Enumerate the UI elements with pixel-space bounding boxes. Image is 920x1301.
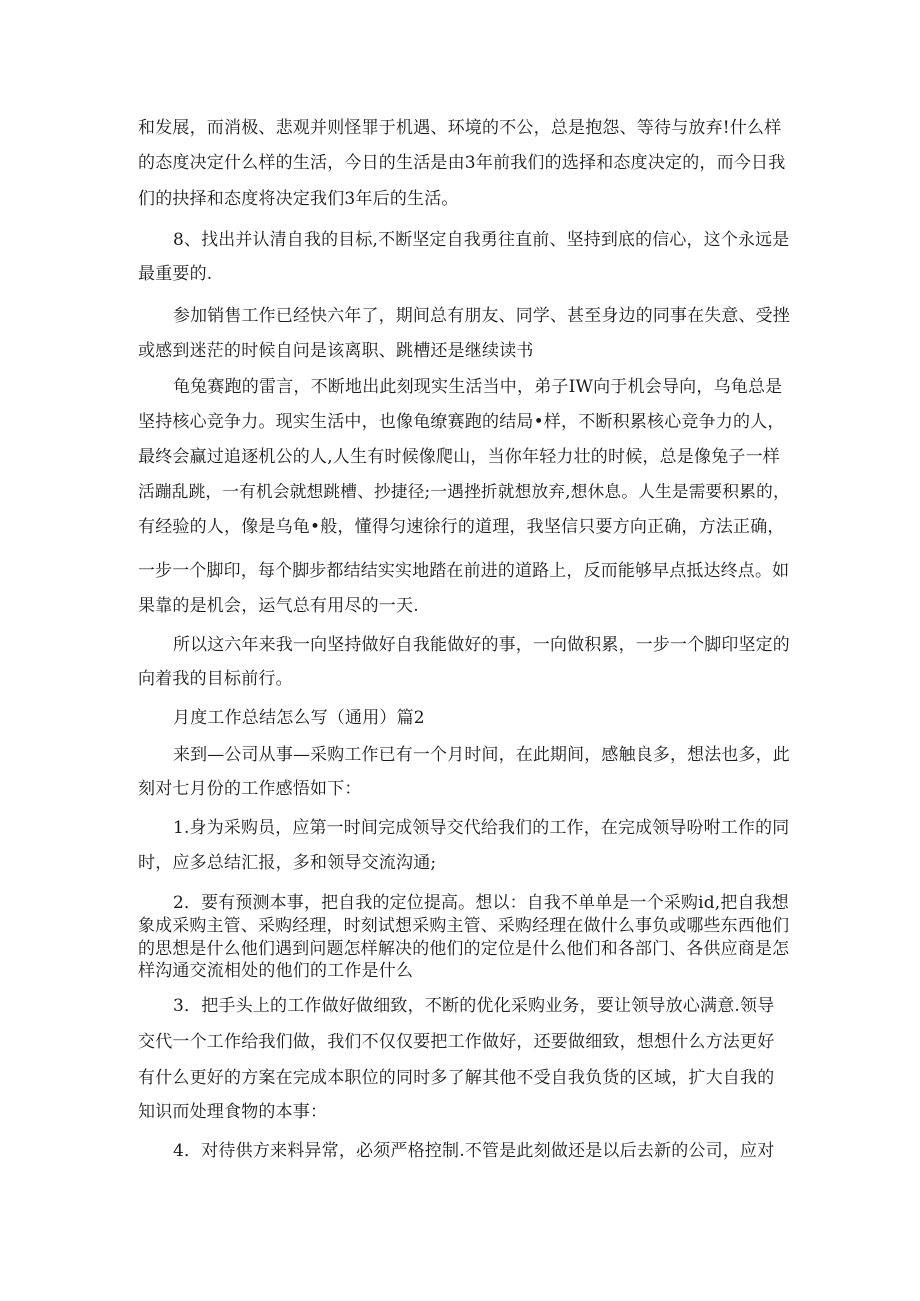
text-line: 活蹦乱跳，一有机会就想跳槽、抄捷径;一遇挫折就想放弃,想休息。人生是需要积累的， [138,482,790,501]
text-line: 4．对待供方来料异常，必须严格控制.不管是此刻做还是以后去新的公司，应对 [173,1141,775,1161]
text-line: 所以这六年来我一向坚持做好自我能做好的事，一向做积累，一步一个脚印坚定的 [173,634,790,654]
text-line: 交代一个工作给我们做，我们不仅仅要把工作做好，还要做细致，想想什么方法更好 [138,1032,775,1052]
text-line: 坚持核心竞争力。现实生活中，也像龟缭赛跑的结局•样，不断积累核心竞争力的人， [138,412,785,432]
text-line: 有什么更好的方案在完成本职位的同时多了解其他不受自我负货的区域，扩大自我的 [138,1068,775,1088]
text-line: 一步一个脚印，每个脚步都结结实实地踏在前进的道路上，反而能够早点抵达终点。如 [138,560,790,580]
text-line: 最终会赢过追逐机公的人,人生有时候像爬山，当你年轻力壮的时候，总是像兔子一样 [138,447,781,467]
text-line: 的态度决定什么样的生活，今日的生活是由3年前我们的选择和态度决定的，而今日我 [138,153,786,173]
text-line: 象成采购主管、采购经理，时刻试想采购主管、采购经理在做什么事负或哪些东西他们 [138,915,790,935]
text-line: 8、找出并认清自我的目标,不断坚定自我勇往直前、坚持到底的信心，这个永远是 [173,229,790,249]
text-line: 有经验的人，像是乌龟•般，懂得匀速徐行的道理，我坚信只要方向正确，方法正确， [138,517,785,537]
text-line: 向着我的目标前行。 [138,669,293,689]
text-line: 样沟通交流相处的他们的工作是什么 [138,961,414,981]
text-line: 知识而处理食物的本事： [138,1102,328,1122]
text-line: 的思想是什么他们遇到问题怎样解决的他们的定位是什么他们和各部门、各供应商是怎 [138,938,790,958]
text-line: 刻对七月份的工作感悟如下： [138,779,362,799]
text-line: 龟兔赛跑的雷言，不断地出此刻现实生活当中，弟子IW向于机会导向，乌龟总是 [173,377,783,397]
text-line: 果靠的是机会，运气总有用尽的一天. [138,596,419,616]
section-heading: 月度工作总结怎么写（通用）篇2 [173,708,425,728]
text-line: 或感到迷茫的时候自问是该离职、跳槽还是继续读书 [138,341,534,361]
text-line: 1.身为采购员，应第一时间完成领导交代给我们的工作，在完成领导吩咐工作的同 [173,817,790,837]
text-line: 来到—公司从事—采购工作已有一个月时间，在此期间，感触良多，想法也多，此 [173,744,790,764]
text-line: 3．把手头上的工作做好做细致，不断的优化采购业务，要让领导放心满意.领导 [173,996,775,1016]
text-line: 和发展，而消极、悲观并则怪罪于机遇、环境的不公，总是抱怨、等待与放弃!什么样 [138,118,782,138]
text-line: 2．要有预测本事，把自我的定位提高。想以：自我不单单是一个采购id,把自我想 [173,892,789,912]
text-line: 参加销售工作已经快六年了，期间总有朋友、同学、甚至身边的同事在失意、受挫 [173,305,790,325]
text-line: 最重要的. [138,264,213,284]
text-line: 们的抉择和态度将决定我们3年后的生活。 [138,189,459,209]
text-line: 时，应多总结汇报，多和领导交流沟通; [138,853,437,873]
